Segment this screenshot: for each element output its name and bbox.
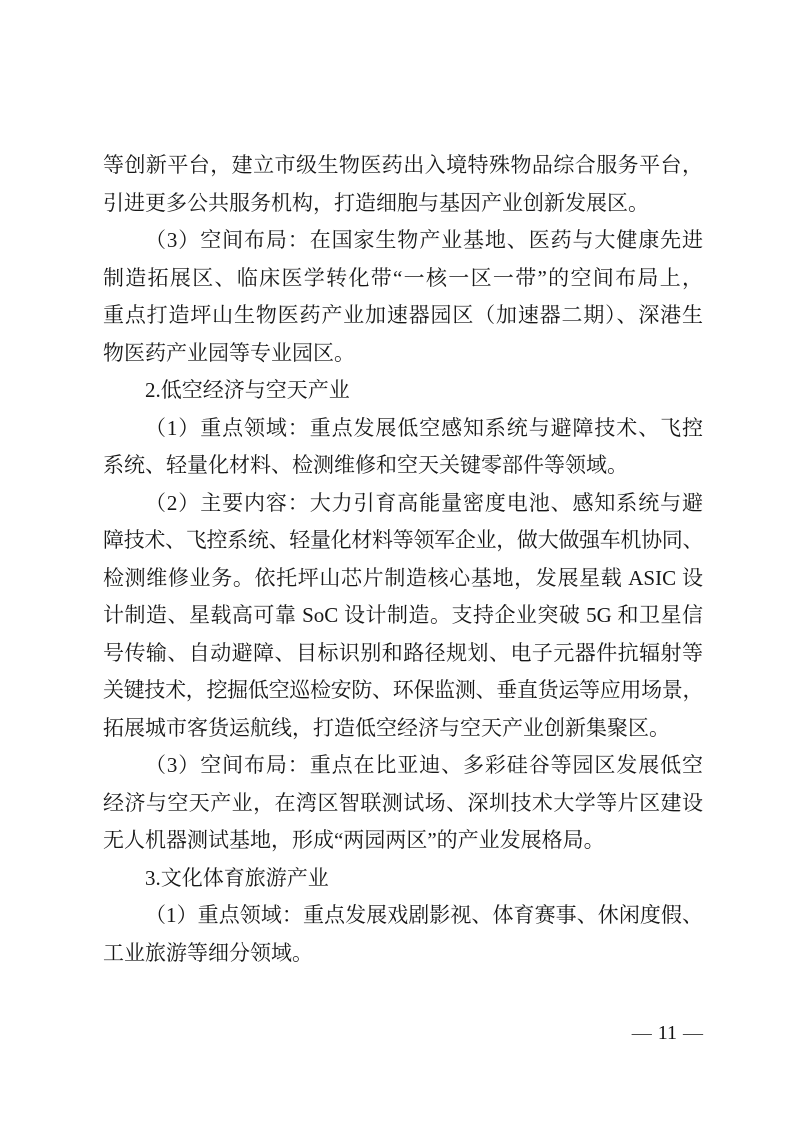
text-line: 重点打造坪山生物医药产业加速器园区（加速器二期）、深港生	[103, 303, 703, 327]
text-line: 等创新平台，建立市级生物医药出入境特殊物品综合服务平台，	[103, 153, 703, 177]
footer-dash-left: —	[631, 1022, 652, 1044]
text-line-paragraph-start: （1）重点领域：重点发展低空感知系统与避障技术、飞控	[145, 415, 703, 440]
text-line: 障技术、飞控系统、轻量化材料等领军企业，做大做强车机协同、	[103, 528, 703, 552]
text-line: 经济与空天产业，在湾区智联测试场、深圳技术大学等片区建设	[103, 790, 703, 815]
text-line: 工业旅游等细分领域。	[103, 940, 313, 965]
text-line: 关键技术，挖掘低空巡检安防、环保监测、垂直货运等应用场景，	[103, 678, 703, 702]
page-number: 11	[657, 1022, 677, 1044]
text-line: 计制造、星载高可靠 SoC 设计制造。支持企业突破 5G 和卫星信	[103, 603, 703, 627]
text-line-paragraph-start: （1）重点领域：重点发展戏剧影视、体育赛事、休闲度假、	[145, 903, 703, 927]
section-heading-2: 2.低空经济与空天产业	[145, 378, 350, 402]
section-heading-3: 3.文化体育旅游产业	[145, 865, 329, 890]
text-line: 拓展城市客货运航线，打造低空经济与空天产业创新集聚区。	[103, 715, 670, 740]
text-line: 引进更多公共服务机构，打造细胞与基因产业创新发展区。	[103, 190, 649, 215]
footer-dash-right: —	[683, 1022, 703, 1044]
text-line-paragraph-start: （3）空间布局：在国家生物产业基地、医药与大健康先进	[145, 228, 703, 252]
text-line: 系统、轻量化材料、检测维修和空天关键零部件等领域。	[103, 453, 628, 477]
text-line: 无人机器测试基地，形成“两园两区”的产业发展格局。	[103, 828, 605, 852]
text-line: 号传输、自动避障、目标识别和路径规划、电子元器件抗辐射等	[103, 640, 703, 665]
text-line: 检测维修业务。依托坪山芯片制造核心基地，发展星载 ASIC 设	[103, 565, 703, 590]
text-line-paragraph-start: （3）空间布局：重点在比亚迪、多彩硅谷等园区发展低空	[145, 753, 703, 777]
text-line-paragraph-start: （2）主要内容：大力引育高能量密度电池、感知系统与避	[145, 490, 703, 515]
text-line: 物医药产业园等专业园区。	[103, 340, 355, 365]
text-line: 制造拓展区、临床医学转化带“一核一区一带”的空间布局上，	[103, 265, 703, 290]
page-footer	[632, 1020, 703, 1046]
document-body	[103, 147, 703, 972]
